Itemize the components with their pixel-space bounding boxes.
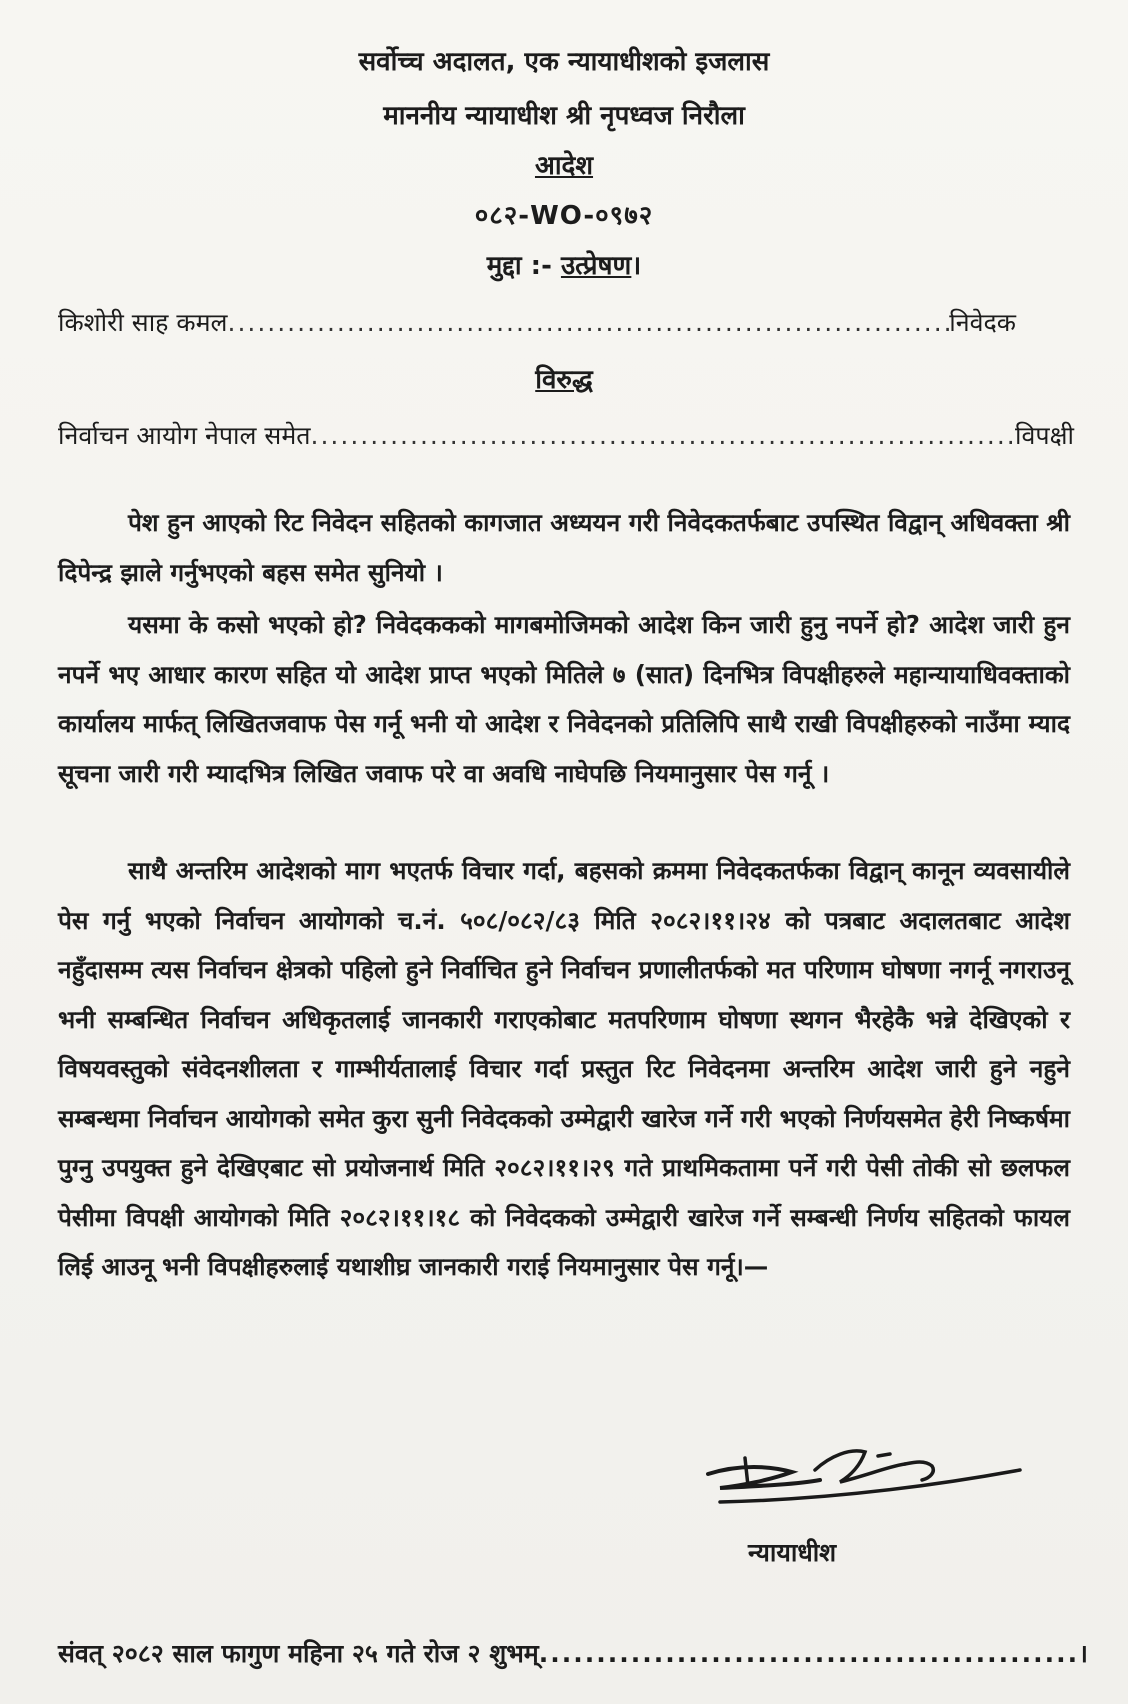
date-text: संवत् २०८२ साल फागुण महिना २५ गते रोज २ शुभम् xyxy=(58,1639,539,1668)
judge-title: न्यायाधीश xyxy=(748,1538,837,1567)
court-heading: सर्वोच्च अदालत, एक न्यायाधीशको इजलास xyxy=(358,47,770,77)
respondent-name: निर्वाचन आयोग नेपाल समेत xyxy=(58,421,311,450)
petitioner-line xyxy=(58,305,1016,339)
date-line xyxy=(58,1636,1088,1670)
paragraph-hearing: पेश हुन आएको रिट निवेदन सहितको कागजात अध्ययन गरी निवेदकतर्फबाट उपस्थित विद्वान् अधिवक्ता श्री दिपेन्द्र झाले गर्नुभएको बहस समेत सुनियो । xyxy=(58,508,1070,587)
judge-heading: माननीय न्यायाधीश श्री नृपध्वज निरौला xyxy=(383,101,745,131)
dotted-leader xyxy=(539,1639,1079,1668)
respondent-role: विपक्षी xyxy=(1015,421,1074,450)
respondent-line xyxy=(58,418,1074,452)
versus-label: विरुद्ध xyxy=(535,365,593,395)
subject-value: उत्प्रेषण xyxy=(560,251,632,281)
date-end: । xyxy=(1078,1639,1088,1668)
subject-end: । xyxy=(631,251,642,281)
dotted-leader xyxy=(228,308,950,337)
paragraph-interim-order: साथै अन्तरिम आदेशको माग भएतर्फ विचार गर्दा, बहसको क्रममा निवेदकतर्फका विद्वान् कानून व्यवसायीले पेस गर्नु भएको निर्वाचन आयोगको च.नं. ५०८/०८२/८३ मिति २०८२।११।२४ को पत्रबाट अदालतबाट आदेश नहुँदासम्म त्यस निर्वाचन क्षेत्रको पहिलो हुने निर्वाचित हुने निर्वाचन प्रणालीतर्फको मत परिणाम घोषणा नगर्नू नगराउनू भनी सम्बन्धित निर्वाचन अधिकृतलाई जानकारी गराएकोबाट मतपरिणाम घोषणा स्थगन भैरहेकै भन्ने देखिएको र विषयवस्तुको संवेदनशीलता र गाम्भीर्यतालाई विचार गर्दा प्रस्तुत रिट निवेदनमा अन्तरिम आदेश जारी हुने नहुने सम्बन्धमा निर्वाचन आयोगको समेत कुरा सुनी निवेदकको उम्मेद्वारी खारेज गर्ने गरी भएको निर्णयसमेत हेरी निष्कर्षमा पुग्नु उपयुक्त हुने देखिएबाट सो प्रयोजनार्थ मिति २०८२।११।२९ गते प्राथमिकतामा पर्ने गरी पेसी तोकी सो छलफल पेसीमा विपक्षी आयोगको मिति २०८२।११।१८ को निवेदकको उम्मेद्वारी खारेज गर्ने सम्बन्धी निर्णय सहितको फायल लिई आउनू भनी विपक्षीहरुलाई यथाशीघ्र जानकारी गराई नियमानुसार पेस गर्नू।— xyxy=(58,856,1070,1281)
case-number: ०८२-WO-०९७२ xyxy=(474,201,654,231)
case-subject xyxy=(0,246,1128,282)
petitioner-name: किशोरी साह कमल xyxy=(58,308,228,337)
document-type: आदेश xyxy=(534,151,594,181)
dotted-leader xyxy=(311,421,1015,450)
paragraph-show-cause: यसमा के कसो भएको हो? निवेदककको मागबमोजिमको आदेश किन जारी हुनु नपर्ने हो? आदेश जारी हुन नपर्ने भए आधार कारण सहित यो आदेश प्राप्त भएको मितिले ७ (सात) दिनभित्र विपक्षीहरुले महान्यायाधिवक्ताको कार्यालय मार्फत् लिखितजवाफ पेस गर्नू भनी यो आदेश र निवेदनको प्रतिलिपि साथै राखी विपक्षीहरुको नाउँमा म्याद सूचना जारी गरी म्यादभित्र लिखित जवाफ परे वा अवधि नाघेपछि नियमानुसार पेस गर्नू । xyxy=(58,610,1070,788)
subject-label: मुद्दा :- xyxy=(486,251,552,281)
judge-signature xyxy=(700,1436,1040,1526)
petitioner-role: निवेदक xyxy=(949,308,1016,337)
